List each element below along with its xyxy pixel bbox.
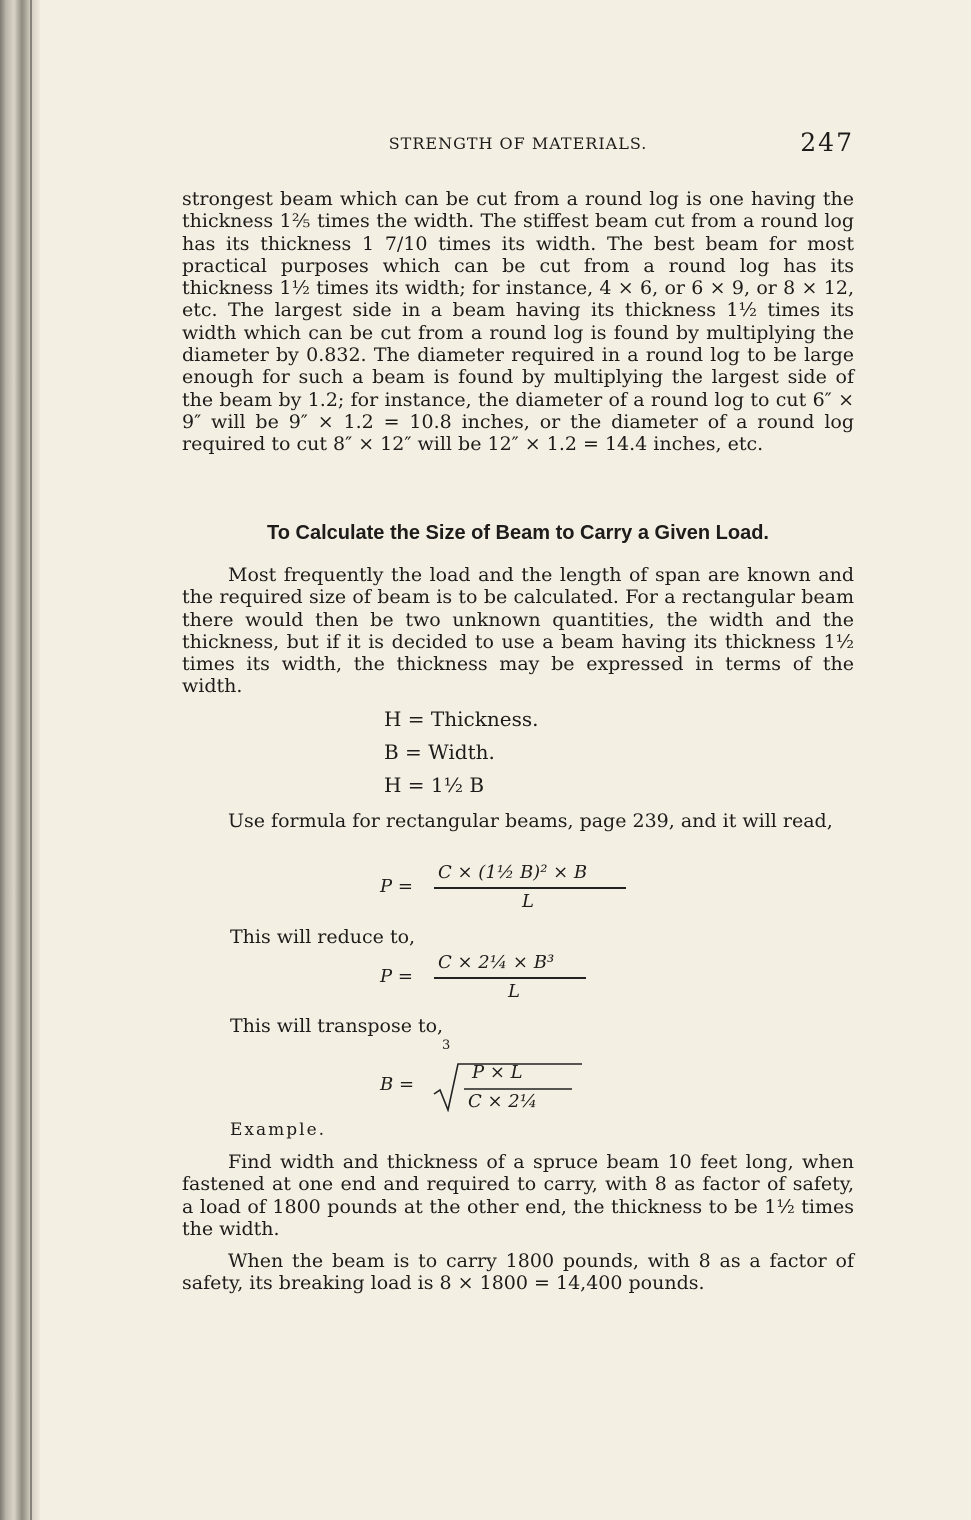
formula-denominator: L xyxy=(508,981,520,1002)
formula-numerator: C × (1½ B)² × B xyxy=(438,862,588,883)
definition-relation: H = 1½ B xyxy=(384,773,485,797)
paragraph-example: Find width and thickness of a spruce beam 10 feet long, when fastened at one end and required to carry, with 8 as factor of safety, a load of 1800 pounds at the other end, the thickness to be 1½ times the width. xyxy=(182,1151,854,1240)
formula-load-expanded xyxy=(380,862,640,918)
running-head: STRENGTH OF MATERIALS. xyxy=(388,134,648,153)
book-spine-shadow xyxy=(0,0,40,1520)
definition-width: B = Width. xyxy=(384,740,495,764)
formula-width-root xyxy=(380,1040,600,1116)
paragraph-log-beams: strongest beam which can be cut from a round log is one having the thickness 1⅖ times the width. The stiffest beam cut from a round log has its thickness 1 7/10 times its width. The best beam for most practical purposes which can be cut from a round log has its thickness 1½ times its width; for instance, 4 × 6, or 6 × 9, or 8 × 12, etc. The largest side in a beam having its thickness 1½ times its width which can be cut from a round log is found by multiplying the diameter by 0.832. The diameter required in a round log to be large enough for such a beam is found by multiplying the largest side of the beam by 1.2; for instance, the diameter of a round log to cut 6″ × 9″ will be 9″ × 1.2 = 10.8 inches, or the diameter of a round log required to cut 8″ × 12″ will be 12″ × 1.2 = 14.4 inches, etc. xyxy=(182,188,854,456)
formula-numerator: P × L xyxy=(472,1062,523,1083)
formula-denominator: L xyxy=(522,891,534,912)
definition-thickness: H = Thickness. xyxy=(384,707,539,731)
example-heading: Example. xyxy=(230,1120,327,1140)
page-number: 247 xyxy=(800,128,854,157)
binding-edge xyxy=(30,0,32,1520)
formula-lhs: P = xyxy=(380,876,413,897)
paragraph-breaking-load: When the beam is to carry 1800 pounds, with 8 as a factor of safety, its breaking load is 8 × 1800 = 14,400 pounds. xyxy=(182,1250,854,1295)
formula-denominator: C × 2¼ xyxy=(468,1091,538,1112)
fraction-bar xyxy=(434,887,626,889)
caption-reduce: This will reduce to, xyxy=(230,926,416,948)
formula-load-reduced xyxy=(380,952,610,1008)
fraction-bar xyxy=(434,977,586,979)
formula-numerator: C × 2¼ × B³ xyxy=(438,952,555,973)
formula-lhs: B = xyxy=(380,1074,415,1095)
caption-transpose: This will transpose to, xyxy=(230,1015,444,1037)
formula-lhs: P = xyxy=(380,966,413,987)
page-header xyxy=(182,128,854,157)
paragraph-intro: Most frequently the load and the length of span are known and the required size of beam is to be calculated. For a rectangular beam there would then be two unknown quantities, the width and the thickness, but if it is decided to use a beam having its thickness 1½ times its width, the thickness may be expressed in terms of the width. xyxy=(182,564,854,698)
section-heading: To Calculate the Size of Beam to Carry a Given Load. xyxy=(267,522,769,544)
paragraph-use-formula: Use formula for rectangular beams, page 239, and it will read, xyxy=(228,810,833,832)
root-index: 3 xyxy=(442,1038,451,1053)
